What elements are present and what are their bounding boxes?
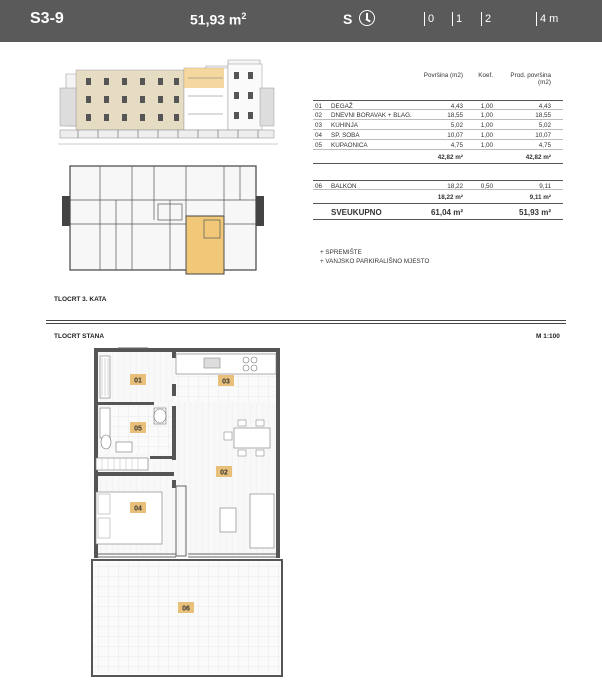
subtotal-row: 42,82 m² 42,82 m²	[313, 150, 563, 164]
orientation-label: S	[343, 11, 353, 27]
table-header: Površina (m2) Koef. Prod. površina (m2)	[423, 72, 551, 86]
room-label-01: 01	[134, 377, 142, 385]
room-label-04: 04	[134, 505, 142, 513]
level-plan-title: TLOCRT 3. KATA	[54, 296, 107, 303]
plan-scale: M 1:100	[536, 333, 560, 340]
unit-code: S3-9	[30, 10, 64, 27]
scale-1: 1	[452, 12, 462, 26]
scale-2: 2	[481, 12, 491, 26]
building-facade-image	[58, 56, 278, 152]
table-row: 04 SP. SOBA 10,07 1,00 10,07	[313, 130, 563, 140]
apartment-plan-title: TLOCRT STANA	[54, 333, 105, 340]
table-row-balcony: 06 BALKON 18,22 0,50 9,11	[313, 180, 563, 190]
room-label-02: 02	[220, 469, 228, 477]
room-label-03: 03	[222, 378, 230, 386]
divider	[46, 320, 566, 324]
room-label-05: 05	[134, 425, 142, 433]
scale-0: 0	[424, 12, 434, 26]
total-row: SVEUKUPNO 61,04 m² 51,93 m²	[313, 204, 563, 220]
header-bar	[0, 0, 602, 42]
table-row: 05 KUPAONICA 4,75 1,00 4,75	[313, 140, 563, 150]
area-table	[313, 70, 563, 220]
table-row: 01 DEGAŽ 4,43 1,00 4,43	[313, 100, 563, 110]
level-floor-plan-image	[62, 160, 266, 278]
scale-4m: 4 m	[536, 12, 558, 26]
unit-area: 51,93 $m^2$	[190, 11, 247, 28]
table-row: 02 DNEVNI BORAVAK + BLAG. 18,55 1,00 18,55	[313, 110, 563, 120]
room-label-06: 06	[182, 605, 190, 613]
compass-icon	[359, 10, 375, 26]
apartment-floor-plan-image	[88, 346, 288, 680]
subtotal-row: 18,22 m² 9,11 m²	[313, 190, 563, 204]
table-row: 03 KUHINJA 5,02 1,00 5,02	[313, 120, 563, 130]
notes: + SPREMIŠTE + VANJSKO PARKIRALIŠNO MJESTO	[320, 249, 430, 265]
